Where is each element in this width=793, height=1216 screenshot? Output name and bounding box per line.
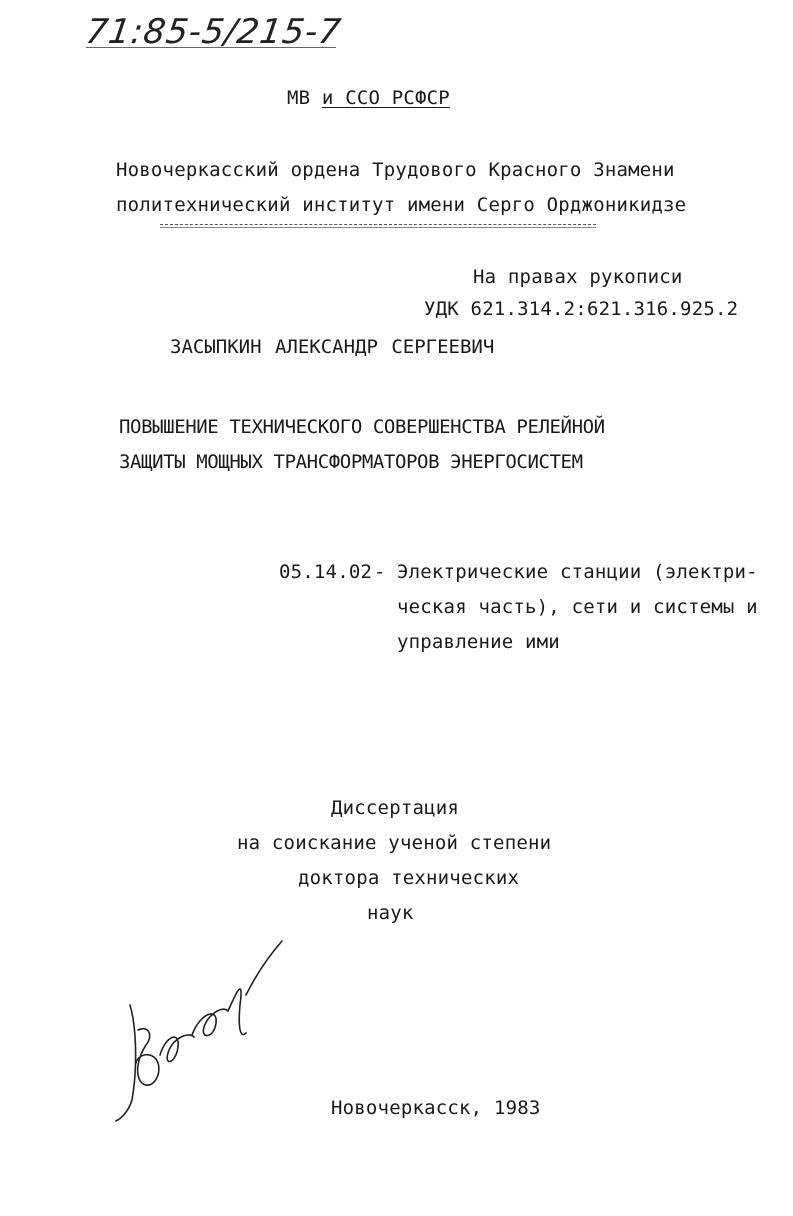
degree-line-3: доктора технических — [298, 867, 520, 889]
degree-line-1: Диссертация — [331, 797, 460, 819]
specialty-line-1: Электрические станции (электри- — [397, 561, 758, 583]
archive-mark: 71:85-5/215-7 — [83, 12, 344, 52]
institute-underline-2 — [160, 227, 596, 228]
institute-underline — [160, 224, 596, 225]
institute-line-1: Новочеркасский ордена Трудового Красного Знамени — [116, 159, 675, 181]
author-name: ЗАСЫПКИН АЛЕКСАНДР СЕРГЕЕВИЧ — [170, 336, 495, 358]
specialty-code: 05.14.02 — [279, 561, 373, 583]
specialty-line-3: управление ими — [397, 631, 560, 653]
city-year: Новочеркасск, 1983 — [331, 1097, 541, 1119]
specialty-line-2: ческая часть), сети и системы и — [397, 596, 758, 618]
udk-code: УДК 621.314.2:621.316.925.2 — [424, 298, 739, 320]
thesis-title-line-2: ЗАЩИТЫ МОЩНЫХ ТРАНСФОРМАТОРОВ ЭНЕРГОСИСТЕМ — [119, 451, 583, 473]
institute-line-2: политехнический институт имени Серго Орджоникидзе — [116, 194, 687, 216]
handwritten-signature — [108, 935, 298, 1135]
degree-line-4: наук — [367, 902, 414, 924]
specialty-dash: - — [374, 561, 386, 583]
manuscript-rights: На правах рукописи — [473, 266, 683, 288]
ministry-line — [287, 89, 450, 108]
signature-text: Зас — [148, 1055, 150, 1056]
ministry-prefix: МВ — [287, 87, 322, 109]
thesis-title-line-1: ПОВЫШЕНИЕ ТЕХНИЧЕСКОГО СОВЕРШЕНСТВА РЕЛЕЙНОЙ — [119, 416, 605, 438]
ministry-underlined: и ССО РСФСР — [321, 87, 450, 109]
archive-mark-underline — [86, 47, 336, 48]
degree-line-2: на соискание ученой степени — [237, 832, 552, 854]
